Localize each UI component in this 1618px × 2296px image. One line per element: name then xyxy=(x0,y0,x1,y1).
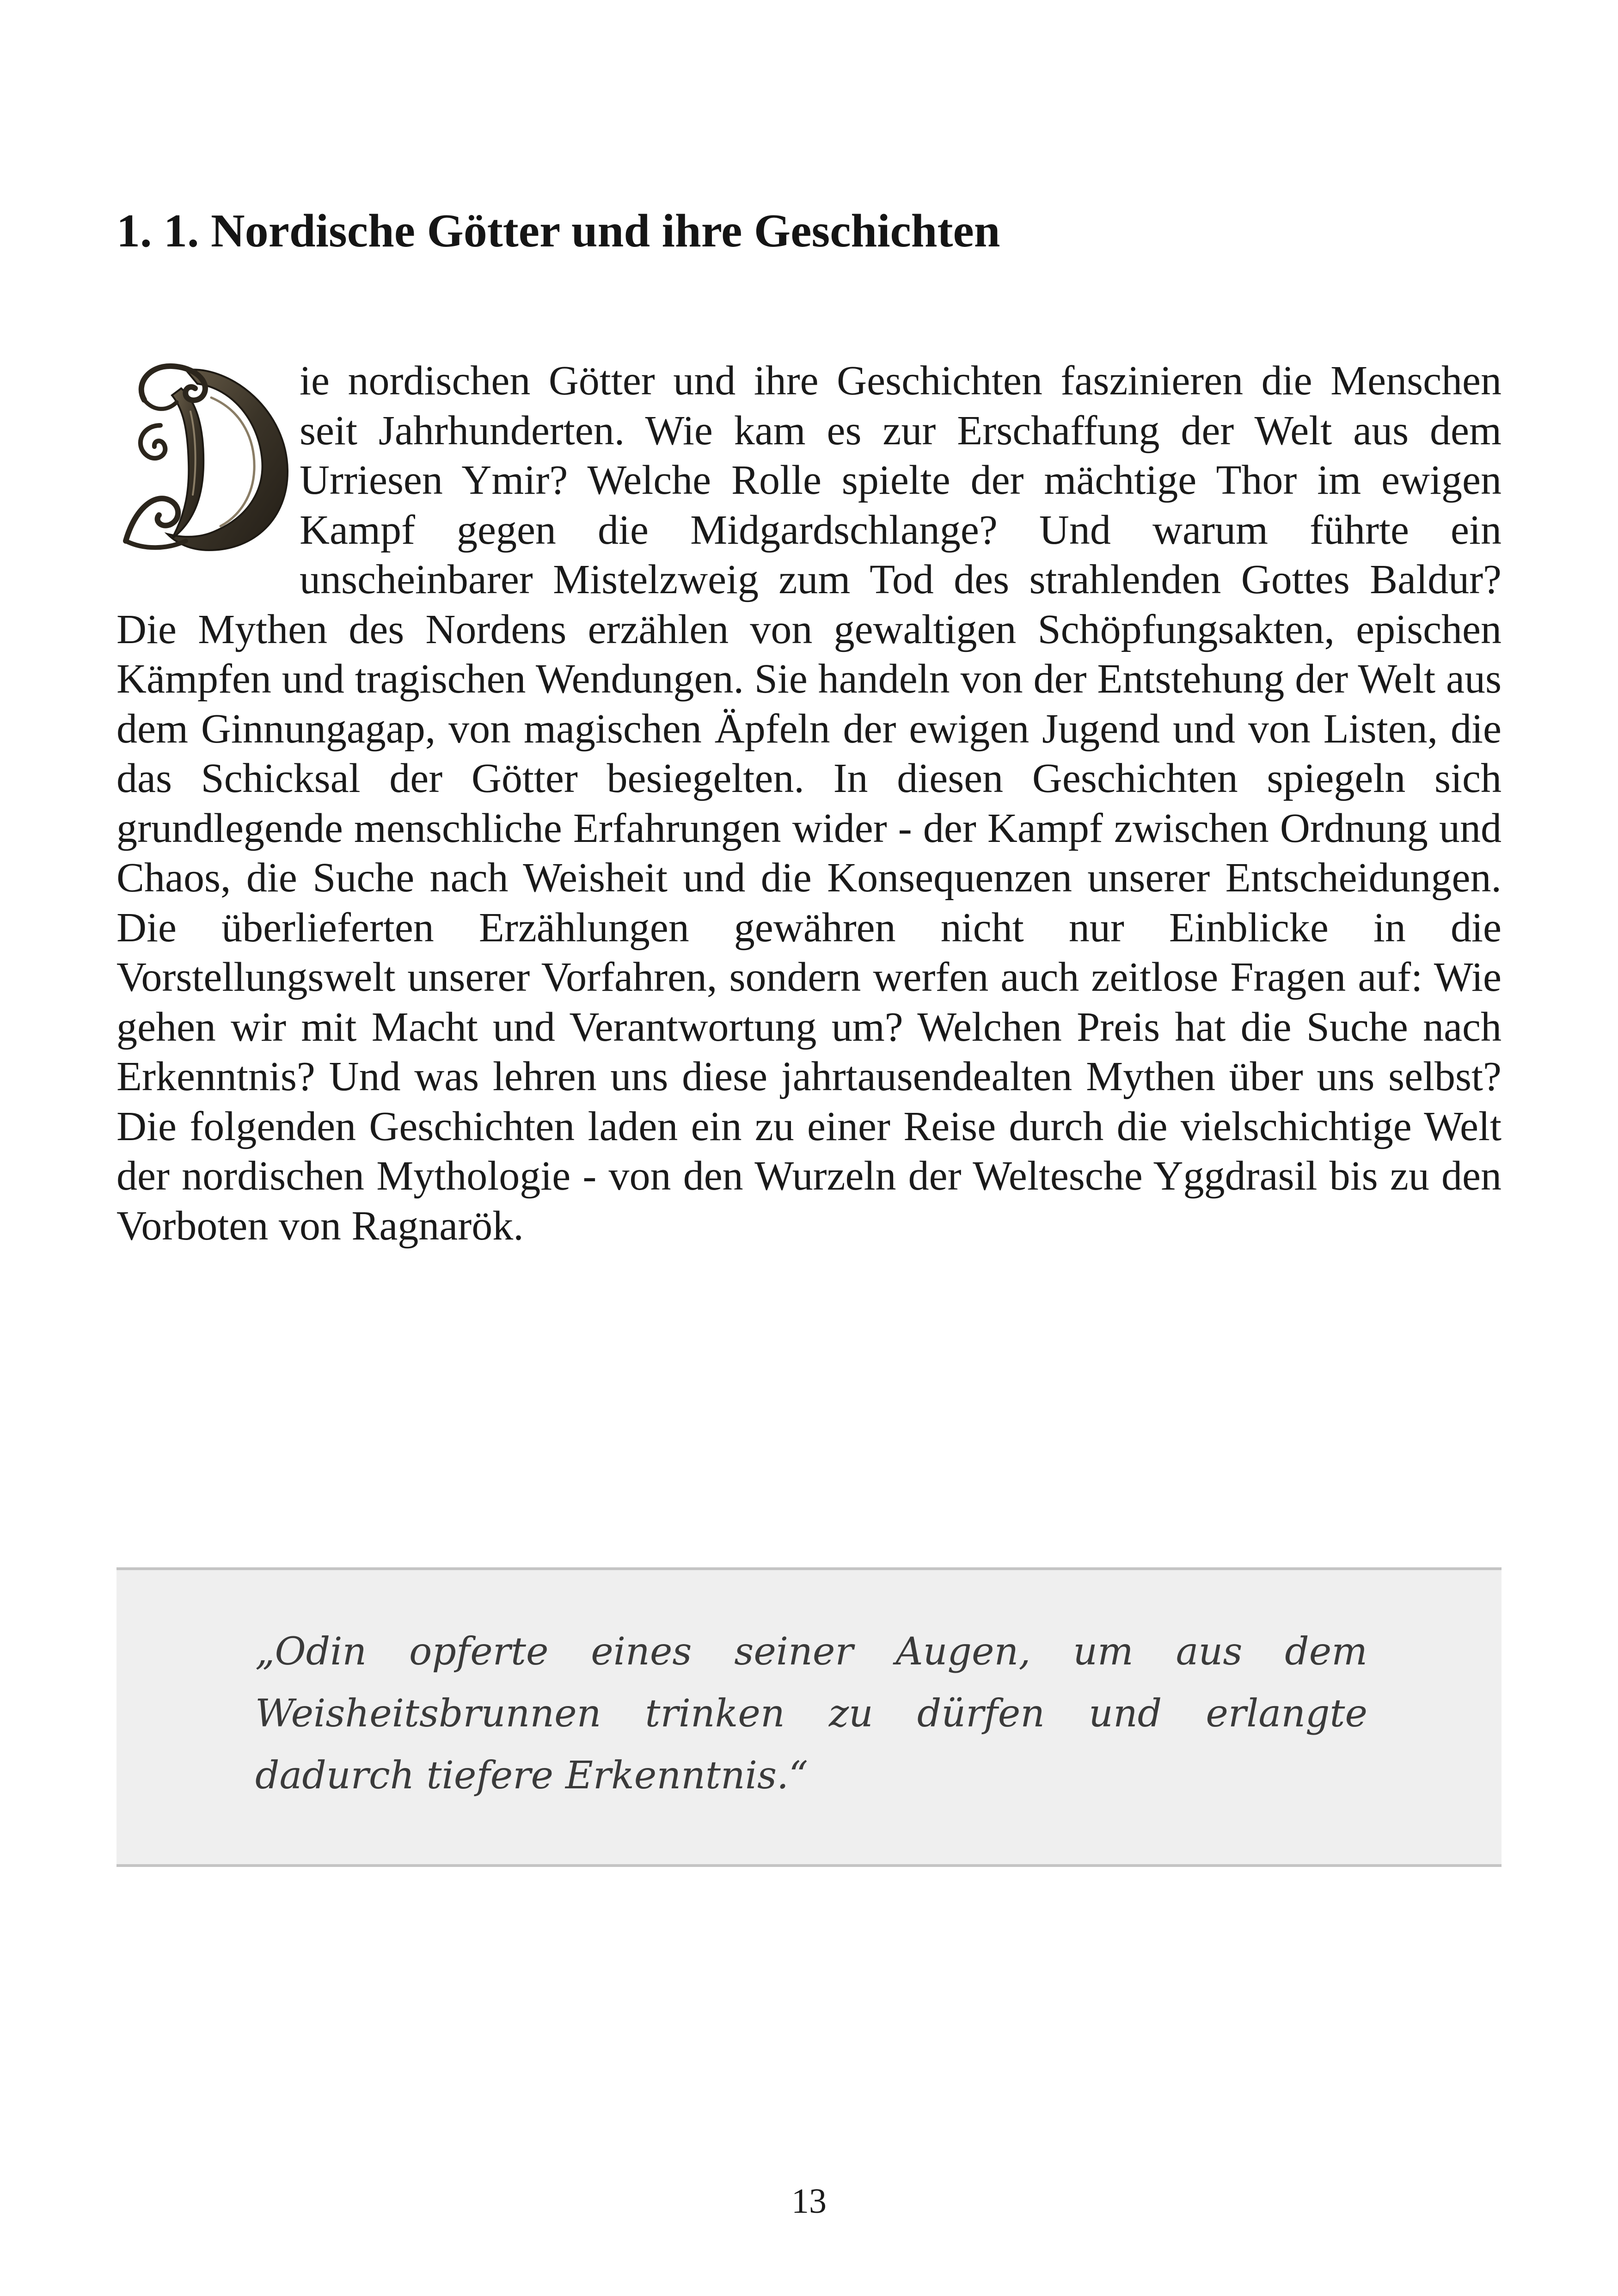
quote-box xyxy=(116,1567,1502,1867)
intro-paragraph xyxy=(116,356,1502,1251)
page-number: 13 xyxy=(791,2182,827,2221)
section-heading: 1. 1. Nordische Götter und ihre Geschichten xyxy=(116,205,1000,257)
intro-paragraph-text: ie nordischen Götter und ihre Geschichten faszinieren die Menschen seit Jahrhunderten. Wie kam es zur Erschaffung der Welt aus dem Urriesen Ymir? Welche Rolle spielte der mächtige Thor im ewigen Kampf gegen die Midgardschlange? Und warum führte ein unscheinbarer Mistelzweig zum Tod des strahlenden Gottes Baldur? Die Mythen des Nordens erzählen von gewaltigen Schöpfungsakten, epischen Kämpfen und tragischen Wendungen. Sie handeln von der Entstehung der Welt aus dem Ginnungagap, von magischen Äpfeln der ewigen Jugend und von Listen, die das Schicksal der Götter besiegelten. In diesen Geschichten spiegeln sich grundlegende menschliche Erfahrungen wider - der Kampf zwischen Ordnung und Chaos, die Suche nach Weisheit und die Konsequenzen unserer Entscheidungen. Die überlieferten Erzählungen gewähren nicht nur Einblicke in die Vorstellungswelt unserer Vorfahren, sondern werfen auch zeitlose Fragen auf: Wie gehen wir mit Macht und Verantwortung um? Welchen Preis hat die Suche nach Erkenntnis? Und was lehren uns diese jahrtausendealten Mythen über uns selbst? Die folgenden Geschichten laden ein zu einer Reise durch die vielschichtige Welt der nordischen Mythologie - von den Wurzeln der Weltesche Yggdrasil bis zu den Vorboten von Ragnarök. xyxy=(116,358,1502,1249)
ornamental-dropcap-d-icon xyxy=(116,356,296,556)
quote-text: „Odin opferte eines seiner Augen, um aus dem Weisheitsbrunnen trinken zu dürfen und erlangte dadurch tiefere Erkenntnis.“ xyxy=(255,1630,1367,1798)
